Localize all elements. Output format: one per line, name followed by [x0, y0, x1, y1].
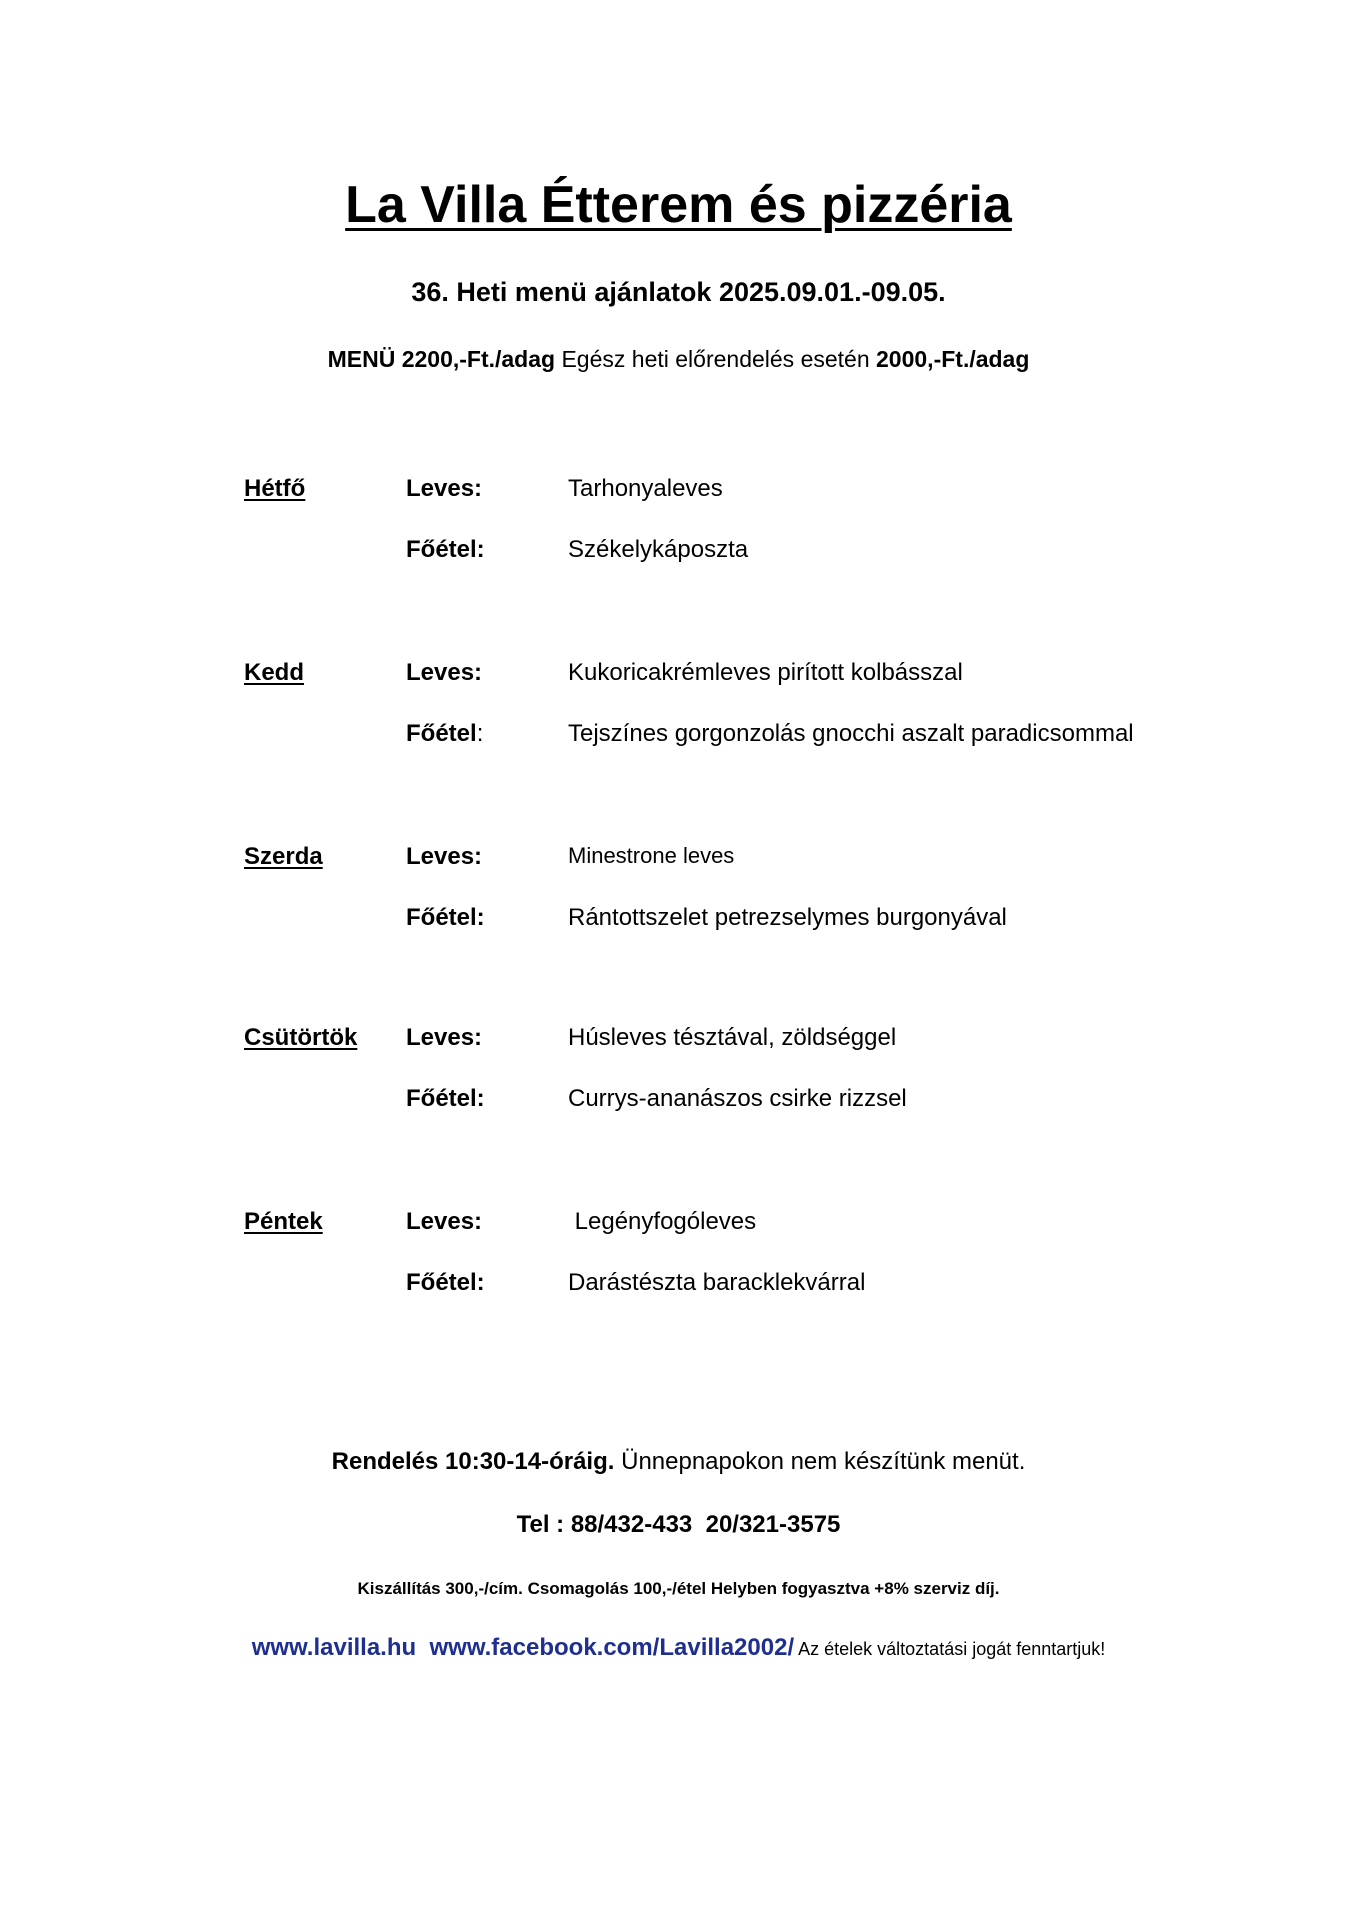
- main-dish: Tejszínes gorgonzolás gnocchi aszalt paradicsommal: [568, 720, 1134, 747]
- ordering-hours: [0, 1448, 1357, 1476]
- soup-label: Leves:: [406, 843, 483, 870]
- website-link[interactable]: www.lavilla.hu: [251, 1634, 417, 1661]
- day-block-thursday: [244, 1024, 1244, 1144]
- weekly-menu-subtitle: 36. Heti menü ajánlatok 2025.09.01.-09.05.: [411, 277, 946, 307]
- main-label: Főétel:: [406, 536, 485, 563]
- main-dish: Currys-ananászos csirke rizzsel: [568, 1085, 907, 1112]
- ordering-hours-bold: Rendelés 10:30-14-óráig.: [331, 1448, 615, 1475]
- day-block-monday: [244, 475, 1244, 595]
- soup-dish: Legényfogóleves: [568, 1208, 757, 1235]
- day-block-friday: [244, 1208, 1244, 1328]
- pricing-line: [0, 346, 1357, 373]
- main-label: Főétel:: [406, 1269, 485, 1296]
- main-row: [244, 904, 1244, 938]
- day-block-wednesday: [244, 843, 1244, 963]
- soup-dish: Minestrone leves: [568, 843, 735, 868]
- main-row: [244, 720, 1244, 754]
- preorder-price: 2000,-Ft./adag: [876, 346, 1030, 372]
- main-row: [244, 1085, 1244, 1119]
- main-label-text: Főétel: [406, 720, 477, 747]
- links-line: [0, 1634, 1357, 1662]
- soup-dish: Tarhonyaleves: [568, 475, 723, 502]
- soup-label: Leves:: [406, 1208, 483, 1235]
- main-label: Főétel:: [406, 1085, 485, 1112]
- day-name: Hétfő: [244, 475, 306, 502]
- soup-label: Leves:: [406, 1024, 483, 1051]
- soup-row: [244, 1208, 1244, 1242]
- day-block-tuesday: [244, 659, 1244, 779]
- disclaimer-text: Az ételek változtatási jogát fenntartjuk!: [794, 1639, 1106, 1659]
- facebook-link[interactable]: www.facebook.com/Lavilla2002/: [429, 1634, 795, 1661]
- preorder-text: Egész heti előrendelés esetén: [555, 346, 877, 372]
- main-row: [244, 1269, 1244, 1303]
- phone-numbers: Tel : 88/432-433 20/321-3575: [516, 1511, 841, 1538]
- soup-row: [244, 843, 1244, 877]
- day-name: Péntek: [244, 1208, 323, 1235]
- holiday-notice: Ünnepnapokon nem készítünk menüt.: [614, 1448, 1026, 1475]
- menu-price: MENÜ 2200,-Ft./adag: [327, 346, 556, 372]
- day-name: Kedd: [244, 659, 304, 686]
- soup-label: Leves:: [406, 659, 483, 686]
- restaurant-title: La Villa Étterem és pizzéria: [345, 176, 1012, 234]
- soup-label: Leves:: [406, 475, 483, 502]
- main-dish: Darástészta baracklekvárral: [568, 1269, 866, 1296]
- soup-dish: Kukoricakrémleves pirított kolbásszal: [568, 659, 963, 686]
- main-label-colon: :: [476, 720, 484, 747]
- main-dish: Székelykáposzta: [568, 536, 749, 563]
- soup-dish: Húsleves tésztával, zöldséggel: [568, 1024, 897, 1051]
- main-row: [244, 536, 1244, 570]
- soup-row: [244, 475, 1244, 509]
- soup-row: [244, 659, 1244, 693]
- delivery-info: Kiszállítás 300,-/cím. Csomagolás 100,-/étel Helyben fogyasztva +8% szerviz díj.: [357, 1579, 1000, 1598]
- main-label: Főétel:: [406, 904, 485, 931]
- day-name: Szerda: [244, 843, 323, 870]
- soup-row: [244, 1024, 1244, 1058]
- main-dish: Rántottszelet petrezselymes burgonyával: [568, 904, 1007, 931]
- day-name: Csütörtök: [244, 1024, 358, 1051]
- main-label: [406, 720, 483, 748]
